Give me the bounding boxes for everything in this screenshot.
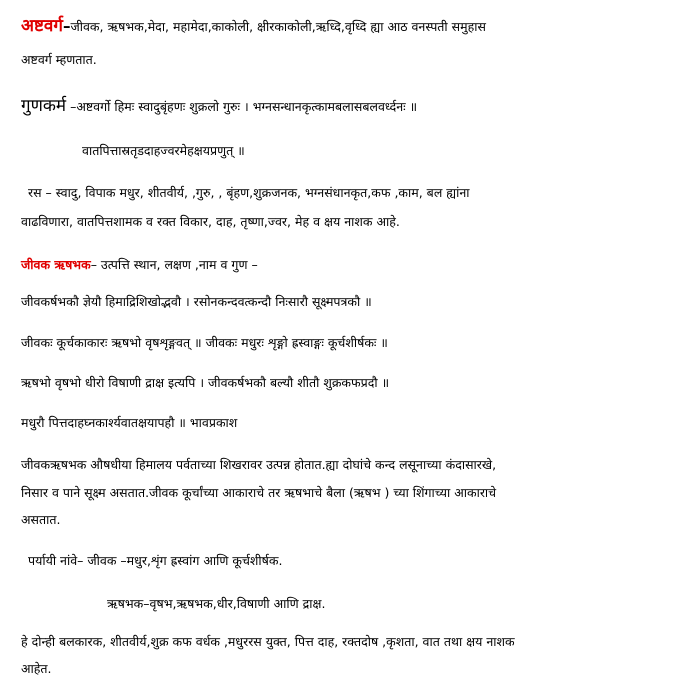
synonyms-line-2: ऋषभक–वृषभ,ऋषभक,धीर,विषाणी आणि द्राक्ष.: [107, 596, 326, 611]
synonyms-line-1: पर्यायी नांवे– जीवक –मधुर,शृंग ह्रस्वांग आणि कूर्चशीर्षक.: [28, 553, 283, 568]
gunakarma-line-2: वातपित्तास्रतृडदाहज्वरमेहक्षयप्रणुत् ॥: [82, 143, 245, 158]
ashtavarga-heading: अष्टवर्ग: [21, 16, 63, 36]
verse-1: जीवकर्षभकौ ज्ञेयौ हिमाद्रिशिखोद्भवौ । रसोनकन्दवत्कन्दौ निःसारौ सूक्ष्मपत्रकौ ॥: [21, 294, 372, 309]
properties-line-2: आहेत.: [21, 661, 52, 676]
ashtavarga-definition-line-2: अष्टवर्ग म्हणतात.: [21, 52, 97, 67]
ashtavarga-definition-text: जीवक, ऋषभक,मेदा, महामेदा,काकोली, क्षीरकाकोली,ऋध्दि,वृध्दि ह्या आठ वनस्पती समुहास: [70, 19, 486, 34]
description-line-2: निसार व पाने सूक्ष्म असतात.जीवक कूर्चांच्या आकाराचे तर ऋषभाचे बैला (ऋषभ ) च्या शिंगाच्या आकाराचे: [21, 485, 497, 500]
jivaka-rishabhaka-subheading: – उत्पत्ति स्थान, लक्षण ,नाम व गुण –: [90, 257, 258, 272]
jivaka-rishabhaka-heading: जीवक ऋषभक: [21, 257, 91, 272]
gunakarma-line-1: [21, 96, 417, 116]
properties-line-1: हे दोन्ही बलकारक, शीतवीर्य,शुक्र कफ वर्धक ,मधुररस युक्त, पित्त दाह, रक्तदोष ,कृशता, वात तथा क्षय नाशक: [21, 634, 515, 649]
verse-3: ऋषभो वृषभो धीरो विषाणी द्राक्ष इत्यपि । जीवकर्षभकौ बल्यौ शीतौ शुक्रकफप्रदौ ॥: [21, 375, 390, 390]
description-line-1: जीवकऋषभक औषधीया हिमालय पर्वताच्या शिखरावर उत्पन्न होतात.ह्या दोघांचे कन्द लसूनाच्या कंदासारखे,: [21, 457, 497, 472]
gunakarma-verse-text: –अष्टवर्गो हिमः स्वादुबृंहणः शुक्रलो गुरुः । भग्नसन्धानकृत्कामबलासबलवर्ध्दनः ॥: [70, 99, 418, 114]
gunakarma-heading: गुणकर्म: [21, 96, 67, 116]
rasa-line-2: वाढविणारा, वातपित्तशामक व रक्त विकार, दाह, तृष्णा,ज्वर, मेह व क्षय नाशक आहे.: [21, 214, 400, 229]
description-line-3: असतात.: [21, 512, 61, 527]
jivaka-rishabhaka-heading-line: [21, 257, 258, 273]
verse-2: जीवकः कूर्चकाकारः ऋषभो वृषशृङ्गवत् ॥ जीवकः मधुरः शृङ्गो ह्रस्वाङ्गः कूर्चशीर्षकः ॥: [21, 335, 388, 350]
verse-4: मधुरौ पित्तदाहघ्नकार्श्यवातक्षयापहौ ॥ भावप्रकाश: [21, 415, 238, 430]
heading-dash: –: [62, 17, 71, 35]
ashtavarga-definition-line-1: [21, 16, 486, 36]
rasa-line-1: रस – स्वादु, विपाक मधुर, शीतवीर्य, ,गुरु, , बृंहण,शुक्रजनक, भग्नसंधानकृत,कफ ,काम, बल ह्यांना: [28, 185, 470, 200]
